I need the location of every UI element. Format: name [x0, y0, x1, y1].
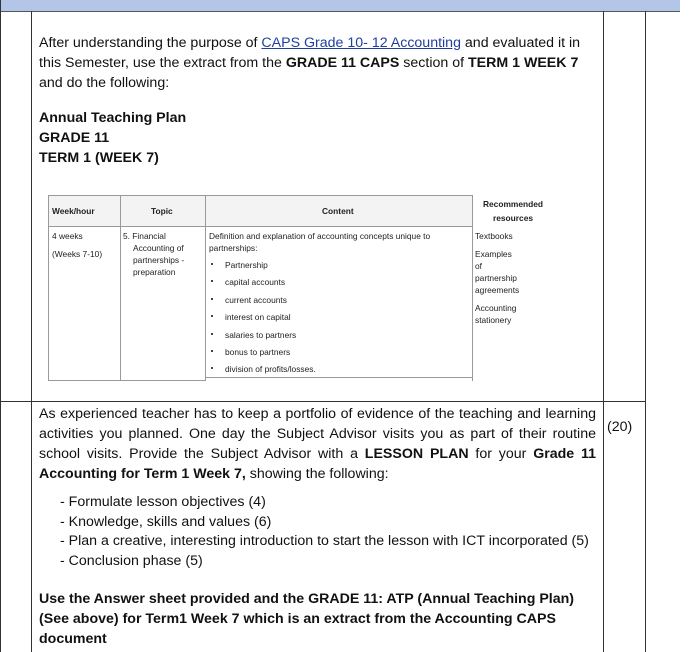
content-item: salaries to partners [209, 329, 471, 346]
atp-header-content: Content [322, 206, 354, 216]
atp-divider-3 [472, 195, 473, 381]
requirement-item: - Conclusion phase (5) [60, 552, 203, 569]
requirements-list [60, 493, 620, 571]
atp-header-row [48, 195, 473, 227]
atp-border-left [48, 195, 49, 381]
requirement-item: - Plan a creative, interesting introduction to start the lesson with ICT incorporated (5) [60, 533, 589, 549]
column-divider-left [31, 11, 32, 652]
content-item: interest on capital [209, 311, 471, 328]
atp-header-resources: Recommended resources [482, 199, 544, 223]
plan-heading-term: TERM 1 (WEEK 7) [39, 150, 159, 166]
left-border [0, 0, 1, 652]
content-item: current accounts [209, 294, 471, 311]
plan-heading-grade: GRADE 11 [39, 130, 110, 146]
atp-table [48, 195, 544, 381]
requirement-item: - Formulate lesson objectives (4) [60, 494, 266, 510]
content-item: capital accounts [209, 276, 471, 293]
instruction-text: After understanding the purpose of CAPS Grade 10- 12 Accounting and evaluated it in this Semester, use the extract from the GRADE 11 CAPS section of TERM 1 WEEK 7 and do the following: [39, 35, 581, 91]
atp-topic-cell: 5. Financial Accounting of partnerships - preparation [123, 231, 185, 277]
atp-content-cell: Definition and explanation of accounting concepts unique to partnerships: Partnership capital accounts current accounts interest on capital salaries to partners bonus to partners division of profits/losses. [209, 230, 471, 381]
marks-label: (20) [607, 419, 633, 435]
header-band [0, 0, 680, 12]
closing-instruction: Use the Answer sheet provided and the GRADE 11: ATP (Annual Teaching Plan) (See above) for Term1 Week 7 which is an extract from the Accounting CAPS document [39, 591, 575, 647]
atp-bottom-line-2 [120, 380, 205, 381]
atp-header-week: Week/hour [52, 206, 95, 216]
content-item: division of profits/losses. [209, 363, 471, 380]
plan-heading-title: Annual Teaching Plan [39, 110, 187, 126]
atp-week-cell: 4 weeks (Weeks 7-10) [52, 231, 103, 259]
plan-heading [39, 108, 339, 168]
atp-bottom-line [48, 380, 120, 381]
atp-divider-1 [120, 195, 121, 381]
row-divider [0, 401, 646, 402]
atp-resources-cell: Textbooks Examples of partnership agreements Accounting stationery [475, 231, 520, 325]
right-border [645, 11, 646, 652]
atp-divider-2 [205, 195, 206, 381]
caps-link[interactable]: CAPS Grade 10- 12 Accounting [261, 35, 461, 51]
content-item: bonus to partners [209, 346, 471, 363]
requirement-item: - Knowledge, skills and values (6) [60, 513, 272, 530]
atp-header-topic: Topic [151, 206, 173, 216]
content-item: Partnership [209, 259, 471, 276]
task-text: As experienced teacher has to keep a portfolio of evidence of the teaching and learning activities you planned. One day the Subject Advisor visits you as part of their routine school visits. Provide the Subject Advisor with a LESSON PLAN for your Grade 11 Accounting for Term 1 Week 7, showing the following: [39, 406, 597, 482]
